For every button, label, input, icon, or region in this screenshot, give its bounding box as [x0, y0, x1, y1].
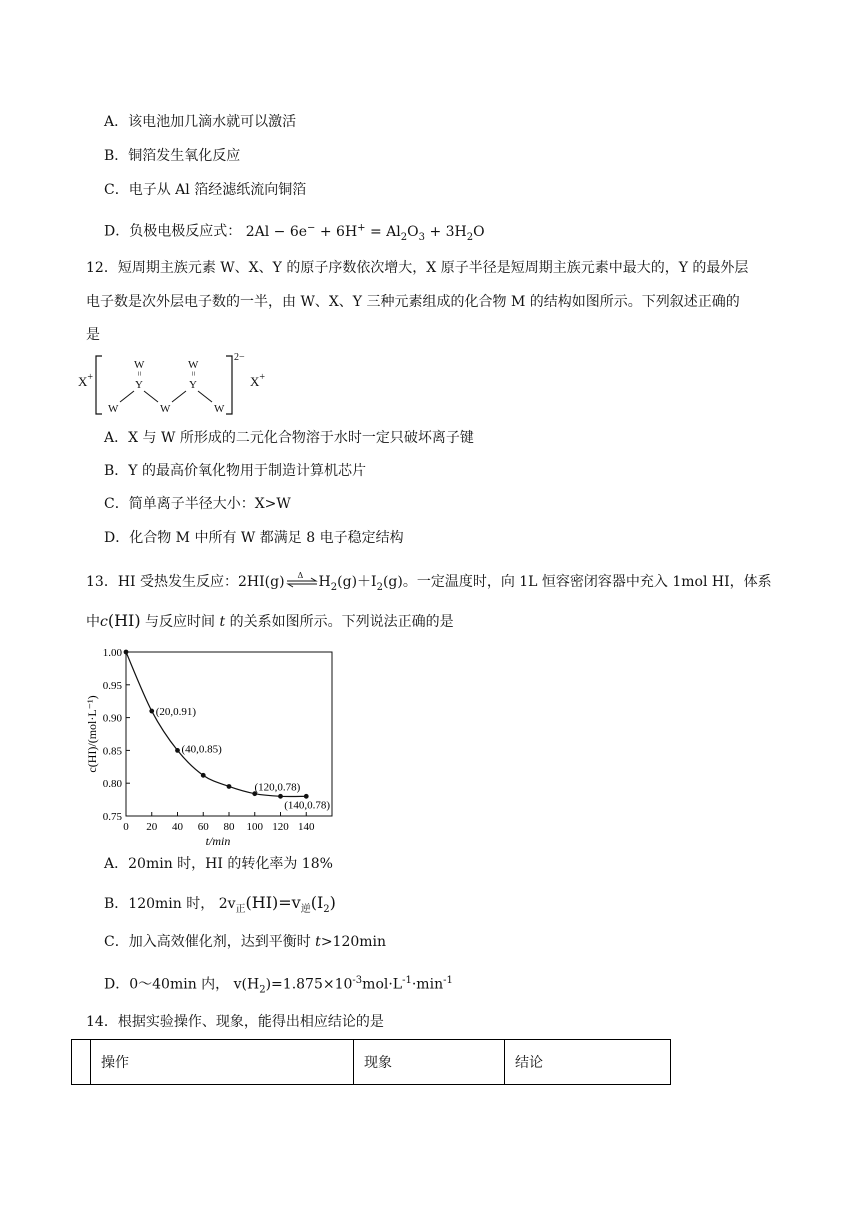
data-point: [124, 650, 129, 655]
q12-option-c: C．简单离子半径大小：X>W: [104, 496, 291, 512]
data-point: [201, 773, 206, 778]
q11-option-b: B．铜箔发生氧化反应: [104, 148, 241, 164]
q12-option-a: A．X 与 W 所形成的二元化合物溶于水时一定只破坏离子键: [104, 430, 474, 446]
q13-option-b: B．120min 时， $2v_正(HI)=v_逆(I_2)$: [104, 893, 336, 915]
data-label: (120,0.78): [254, 781, 301, 794]
q12-stem-line-3: 是: [86, 327, 100, 343]
data-point: [175, 748, 180, 753]
q11-option-d: D．负极电极反应式： $2Al - 6e^- + 6H^+ = Al_2O_3 + 3H_2O$: [104, 222, 485, 243]
q13-option-a: A．20min 时，HI 的转化率为 18%: [104, 856, 333, 872]
x-tick-label: 0: [123, 821, 129, 833]
data-point: [304, 794, 309, 799]
x-tick-label: 100: [246, 821, 263, 833]
x-tick-label: 40: [172, 821, 183, 833]
q11-option-a: A．该电池加几滴水就可以激活: [104, 114, 297, 130]
double-bond-2: =: [188, 371, 198, 377]
atom-w-top-1: W: [134, 359, 145, 371]
reversible-arrow: Δ: [285, 572, 319, 592]
table-header-row: [72, 1040, 671, 1085]
series-line: [126, 652, 306, 797]
y-tick-label: 0.85: [102, 745, 122, 758]
q13-stem-line-1: 13．HI 受热发生反应：2HI(g) Δ $H_2(g)+I_2(g)$。一定温度时，向 1L 恒容密闭容器中充入 1mol HI，体系: [86, 571, 772, 593]
y-tick-label: 0.80: [102, 778, 122, 791]
y-tick-label: 0.90: [102, 712, 122, 725]
data-point: [149, 709, 154, 714]
experiment-table: [71, 1039, 671, 1085]
data-label: (40,0.85): [181, 743, 222, 756]
q12-stem-line-2: 电子数是次外层电子数的一半，由 W、X、Y 三种元素组成的化合物 M 的结构如图所示。下列叙述正确的: [86, 294, 740, 310]
data-label: (20,0.91): [155, 706, 197, 719]
q11-option-c: C．电子从 Al 箔经滤纸流向铜箔: [104, 182, 307, 198]
anion-charge: 2−: [234, 352, 245, 363]
hi-concentration-chart: [84, 644, 340, 850]
y-axis-label: c(HI)/(mol·L⁻¹): [85, 695, 99, 773]
atom-w-bottom-2: W: [214, 403, 225, 415]
plot-frame: [126, 652, 332, 816]
x-tick-label: 120: [272, 821, 289, 833]
cation-left: X+: [78, 372, 94, 389]
atom-w-top-2: W: [188, 359, 199, 371]
x-tick-label: 80: [223, 821, 235, 833]
data-label: (140,0.78): [284, 799, 331, 812]
q12-stem-line-1: 12．短周期主族元素 W、X、Y 的原子序数依次增大，X 原子半径是短周期主族元素中最大的，Y 的最外层: [86, 260, 749, 276]
double-bond-1: =: [134, 371, 144, 377]
y-tick-label: 1.00: [102, 647, 122, 659]
q13-option-d: D．0～40min 内， $v(H_2)=1.875\times 10^{-3}mol\cdot L^{-1}\cdot\min^{-1}$: [104, 975, 453, 996]
q13-stem-line-2: 中c(HI) 与反应时间 t 的关系如图所示。下列说法正确的是: [86, 611, 454, 630]
q12-option-b: B．Y 的最高价氧化物用于制造计算机芯片: [104, 463, 366, 479]
x-tick-label: 60: [197, 821, 209, 833]
table-header-conclusion: 结论: [505, 1040, 671, 1085]
q12-option-d: D．化合物 M 中所有 W 都满足 8 电子稳定结构: [104, 530, 404, 546]
atom-y-2: Y: [189, 379, 197, 391]
table-header-operation: 操作: [91, 1040, 354, 1085]
compound-m-structure: [76, 350, 286, 420]
atom-w-bridge: W: [160, 403, 171, 415]
cation-right: X+: [250, 372, 266, 389]
x-tick-label: 140: [298, 821, 315, 833]
electrode-equation: $2Al - 6e^- + 6H^+ = Al_2O_3 + 3H_2O$: [245, 222, 485, 243]
q13-option-c: C．加入高效催化剂，达到平衡时 t>120min: [104, 934, 387, 950]
x-axis-label: t/min: [205, 834, 231, 848]
data-point: [227, 784, 232, 789]
atom-y-1: Y: [135, 379, 143, 391]
y-tick-label: 0.75: [102, 811, 122, 823]
table-header-index: [72, 1040, 91, 1085]
y-tick-label: 0.95: [102, 679, 122, 692]
atom-w-bottom-1: W: [108, 403, 119, 415]
table-header-phenomenon: 现象: [354, 1040, 505, 1085]
q14-stem: 14．根据实验操作、现象，能得出相应结论的是: [86, 1014, 384, 1030]
data-point: [278, 794, 283, 799]
x-tick-label: 20: [146, 821, 158, 833]
